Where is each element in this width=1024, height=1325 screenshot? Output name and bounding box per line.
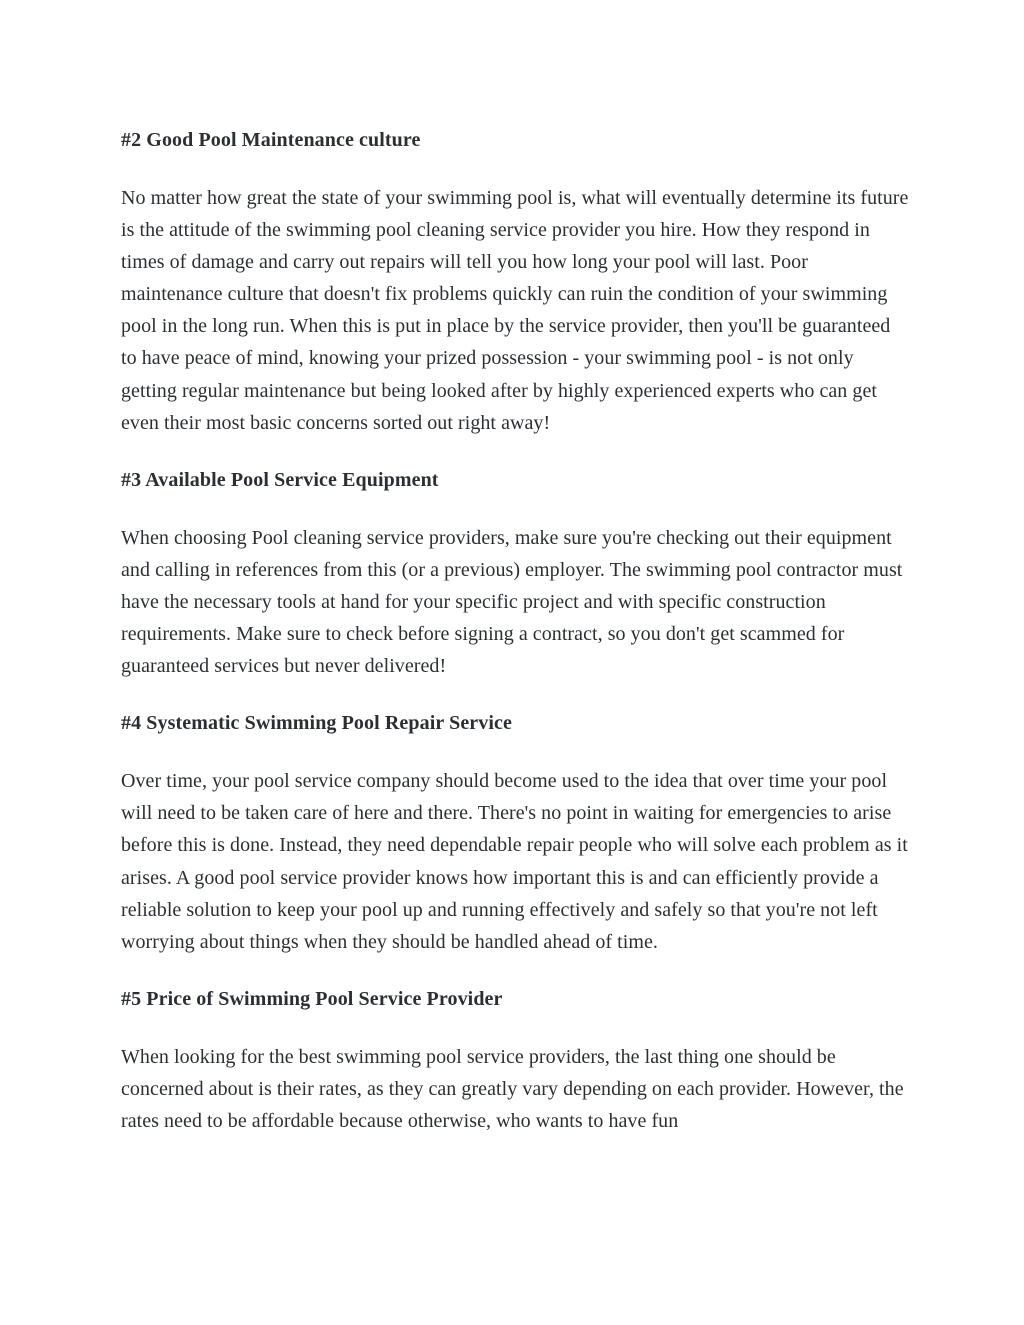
section-price xyxy=(121,983,911,1137)
section-heading: #2 Good Pool Maintenance culture xyxy=(121,129,421,151)
section-repair-service xyxy=(121,707,911,958)
section-paragraph: Over time, your pool service company should become used to the idea that over time your pool will need to be taken care of here and there. There's no point in waiting for emergencies to arise before this is done. Instead, they need dependable repair people who will solve each problem as it arises. A good pool service provider knows how important this is and can efficiently provide a reliable solution to keep your pool up and running effectively and safely so that you're not left worrying about things when they should be handled ahead of time. xyxy=(121,770,908,953)
document-content xyxy=(121,124,911,1137)
section-heading: #4 Systematic Swimming Pool Repair Service xyxy=(121,712,512,735)
section-heading: #3 Available Pool Service Equipment xyxy=(121,468,439,491)
section-paragraph: When choosing Pool cleaning service providers, make sure you're checking out their equipment and calling in references from this (or a previous) employer. The swimming pool contractor must have the necessary tools at hand for your specific project and with specific construction requirements. Make sure to check before signing a contract, so you don't get scammed for guaranteed services but never delivered! xyxy=(121,526,903,678)
section-paragraph: When looking for the best swimming pool service providers, the last thing one should be concerned about is their rates, as they can greatly vary depending on each provider. However, the rates need to be affordable because otherwise, who wants to have fun xyxy=(121,1045,904,1132)
section-maintenance-culture xyxy=(121,124,911,439)
section-service-equipment xyxy=(121,464,911,682)
section-heading: #5 Price of Swimming Pool Service Provider xyxy=(121,987,503,1010)
section-paragraph: No matter how great the state of your swimming pool is, what will eventually determine its future is the attitude of the swimming pool cleaning service provider you hire. How they respond in times of damage and carry out repairs will tell you how long your pool will last. Poor maintenance culture that doesn't fix problems quickly can ruin the condition of your swimming pool in the long run. When this is put in place by the service provider, then you'll be guaranteed to have peace of mind, knowing your prized possession - your swimming pool - is not only getting regular maintenance but being looked after by highly experienced experts who can get even their most basic concerns sorted out right away! xyxy=(121,187,909,434)
